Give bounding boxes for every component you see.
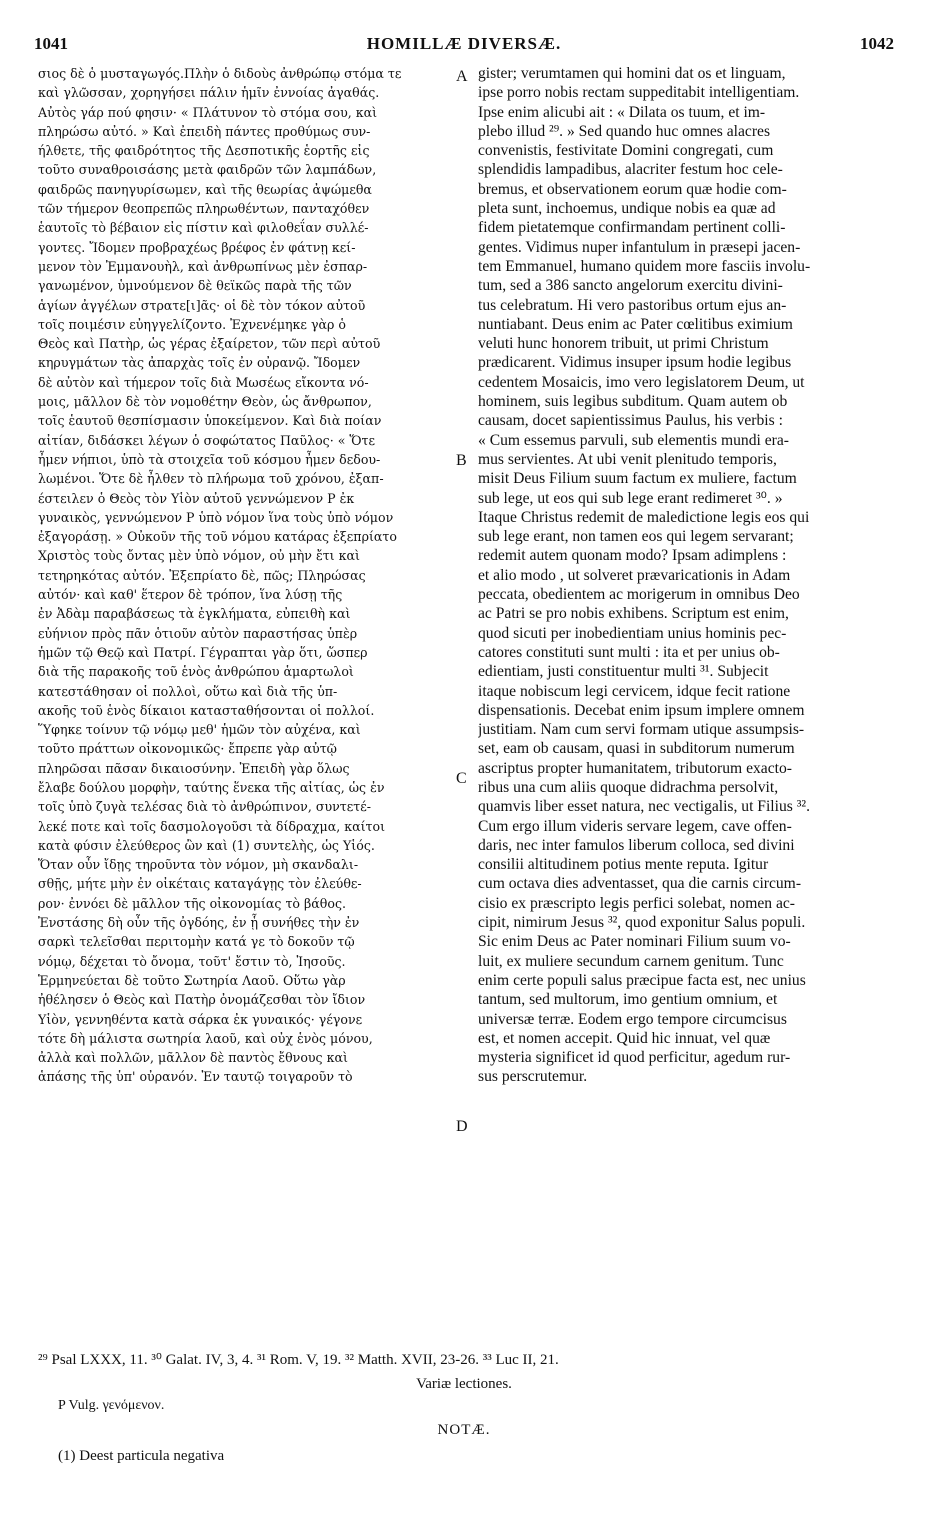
note-1: (1) Deest particula negativa: [58, 1448, 225, 1464]
greek-text-line: ἠθέλησεν ὁ Θεὸς καὶ Πατὴρ ὀνομάζεσθαι τὸν ἴδιον: [38, 992, 366, 1008]
greek-text-line: νόμῳ, δέχεται τὸ ὄνομα, τοῦτ' ἔστιν τὸ, Ἰησοῦς.: [38, 953, 346, 969]
greek-text-line: ἀλλὰ καὶ πολλῶν, μᾶλλον δὲ παντὸς ἔθνους καὶ: [38, 1050, 348, 1066]
latin-text-line: ac Patri se pro nobis exhibens. Scriptum est enim,: [478, 605, 789, 623]
greek-text-line: καὶ γλῶσσαν, χορηγήσει πάλιν ἡμῖν ἐννοίας ἀγαθάς.: [38, 85, 380, 101]
latin-text-line: mus servientes. At ubi venit plenitudo temporis,: [478, 450, 777, 468]
latin-text-line: Itaque Christus redemit de maledictione legis eos qui: [478, 508, 810, 526]
greek-text-line: έστειλεν ὁ Θεὸς τὸν Υἱὸν αὐτοῦ γεννώμενον P ἐκ: [38, 490, 355, 506]
greek-text-line: ἑαυτοῖς τὸ βέβαιον εἰς πίστιν καὶ φιλοθεΐαν συλλέ-: [38, 220, 369, 236]
greek-text-line: Χριστὸς τοὺς ὄντας μὲν ὑπὸ νόμον, οὐ μὴν ἔτι καὶ: [38, 548, 360, 564]
latin-text-line: plebo illud ²⁹. » Sed quando huc omnes alacres: [478, 122, 771, 140]
latin-text-line: itaque nobiscum legi cervicem, idque fecit ratione: [478, 682, 791, 700]
greek-text-line: γυναικὸς, γεννώμενον P ὑπὸ νόμον ἵνα τοὺς ὑπὸ νόμον: [38, 509, 394, 525]
latin-text-line: nuntiabant. Deus enim ac Pater cœlitibus eximium: [478, 315, 793, 333]
latin-text-line: ribus una cum aliis quoque didrachma persolvit,: [478, 778, 779, 796]
vulgate-note: P Vulg. γενόμενον.: [58, 1398, 165, 1413]
latin-text-line: universæ terræ. Eodem ergo tempore circumcisus: [478, 1010, 787, 1028]
latin-text-line: consilii altitudinem potius mente reputa. Igitur: [478, 856, 769, 874]
latin-text-line: tum, sed a 386 sancto angelorum exercitu divini-: [478, 277, 783, 295]
greek-text-line: ἁπάσης τῆς ὑπ' οὐρανόν. Ἐν ταυτῷ τοιγαροῦν τὸ: [38, 1069, 353, 1085]
latin-text-line: et alio modo , ut solveret prævaricationis in Adam: [478, 566, 791, 584]
greek-text-line: ἐν Ἀδὰμ παραβάσεως τὰ ἐγκλήματα, εὐπειθὴ καὶ: [38, 606, 351, 622]
greek-text-line: πληρῶσαι πᾶσαν δικαιοσύνην. Ἐπειδὴ γὰρ ὅλως: [38, 760, 350, 776]
greek-text-line: Θεὸς καὶ Πατὴρ, ὡς γέρας ἐξαίρετον, τῶν περὶ αὐτοῦ: [38, 336, 381, 352]
latin-text-line: set, eam ob causam, quasi in subditorum numerum: [478, 740, 795, 758]
running-title: HOMILLÆ DIVERSÆ.: [366, 34, 562, 53]
greek-text-line: τοῖς ποιμέσιν εὐηγγελίζοντο. Ἐχνενέμηκε γὰρ ὁ: [38, 316, 346, 332]
greek-text-line: κηρυγμάτων τὰς ἀπαρχὰς τοῖς ἐν οὐρανῷ. Ἴδομεν: [38, 355, 361, 371]
latin-text-line: justitiam. Nam cum servi formam utique assumpsis-: [478, 721, 805, 739]
latin-text-line: cedentem Mosaicis, imo vero legislatorem Deum, ut: [478, 373, 805, 391]
latin-text-line: sub lege erant, non tamen eos qui legem servarant;: [478, 528, 794, 546]
greek-text-line: Ὅταν οὖν ἴδῃς τηροῦντα τὸν νόμον, μὴ σκανδαλι-: [38, 857, 359, 873]
greek-text-line: τῶν τήμερον θεοπρεπῶς πληρωθέντων, πανταχόθεν: [38, 201, 370, 217]
greek-text-line: σιος δὲ ὁ μυσταγωγός.Πλὴν ὁ διδοὺς ἀνθρώπῳ στόμα τε: [38, 66, 402, 81]
latin-text-line: Cum ergo illum videris servare legem, cave offen-: [478, 817, 792, 835]
greek-text-line: τοῖς ἑαυτοῦ θεσπίσμασιν ὑποκείμενον. Καὶ διὰ ποίαν: [38, 413, 382, 429]
greek-text-line: ακοῆς τοῦ ἑνὸς δίκαιοι κατασταθήσονται οἱ πολλοί.: [38, 702, 375, 718]
latin-text-line: ipse porro nobis rectam suppeditabit intelligentiam.: [478, 84, 800, 102]
latin-column: [478, 64, 892, 1087]
latin-text-line: gister; verumtamen qui homini dat os et linguam,: [478, 65, 786, 82]
margin-marker-b: B: [456, 452, 467, 469]
greek-text-line: Ἑρμηνεύεται δὲ τοῦτο Σωτηρία Λαοῦ. Οὕτω γὰρ: [38, 972, 346, 988]
greek-text-line: αἰτίαν, διδάσκει λέγων ὁ σοφώτατος Παῦλος· « Ὅτε: [38, 432, 376, 448]
greek-text-line: μενον τὸν Ἐμμανουὴλ, καὶ ἀνθρωπίνως μὲν ἐσπαρ-: [38, 258, 368, 274]
latin-text-line: hominem, suis legibus subditum. Quam autem ob: [478, 393, 788, 411]
latin-text-line: tantum, sed multorum, imo gentium omnium, et: [478, 991, 778, 1009]
latin-text-line: ascriptus propter humanitatem, tributorum exacto-: [478, 759, 792, 777]
page-number-left: 1041: [34, 34, 68, 53]
margin-marker-d: D: [456, 1118, 468, 1135]
greek-text-line: γανωμένον, ὑμνούμενον δὲ θεϊκῶς παρὰ τῆς τῶν: [38, 278, 352, 294]
greek-text-line: ἡμῶν τῷ Θεῷ καὶ Πατρί. Γέγραπται γὰρ ὅτι, ὥσπερ: [38, 644, 368, 660]
latin-text-line: tem Emmanuel, humano quidem more fasciis involu-: [478, 257, 811, 275]
latin-text-line: peccata, obedientem ac morigerum in omnibus Deo: [478, 586, 800, 604]
greek-text-line: τοῦτο συναθροισάσης μετὰ φαιδρῶν τῶν λαμπάδων,: [38, 162, 377, 178]
latin-text-line: pleta sunt, inchoemus, undique nobis ea quæ ad: [478, 200, 776, 218]
greek-text-line: ρον· ἐννόει δὲ μᾶλλον τῆς οἰκονομίας τὸ βάθος.: [38, 895, 347, 911]
latin-text-line: convenistis, festivitate Domini congregati, cum: [478, 142, 774, 160]
greek-text-line: ἔλαβε δούλου μορφὴν, ταύτης ἕνεκα τῆς αἰτίας, ὡς ἐν: [38, 779, 385, 795]
latin-text-line: misit Deus Filium suum factum ex muliere, factum: [478, 470, 797, 488]
greek-text-line: σθῇς, μήτε μὴν ἐν οἰκέταις καταγάγῃς τὸν ἐλεύθε-: [38, 876, 362, 892]
latin-text-line: cipit, nimirum Jesus ³², quod exponitur Salus populi.: [478, 914, 806, 932]
greek-text-line: λωμένοι. Ὅτε δὲ ἦλθεν τὸ πλήρωμα τοῦ χρόνου, ἐξαπ-: [38, 471, 384, 487]
greek-text-line: αὐτόν· καὶ καθ' ἕτερον δὲ τρόπον, ἵνα λύσῃ τῆς: [38, 587, 343, 603]
latin-text-line: daris, nec inter famulos liberum colloca, sed divini: [478, 836, 795, 854]
latin-text-line: sus perscrutemur.: [478, 1068, 588, 1086]
greek-column: [38, 64, 456, 1087]
greek-text-line: κατεστάθησαν οἱ πολλοὶ, οὕτω καὶ διὰ τῆς ὑπ-: [38, 683, 338, 699]
greek-text-line: πληρώσω αὐτό. » Καὶ ἐπειδὴ πάντες προθύμως συν-: [38, 123, 371, 139]
page-number-right: 1042: [860, 34, 894, 53]
latin-text-line: mysteria significet id quod perficitur, agedum rur-: [478, 1049, 791, 1067]
greek-text-line: φαιδρῶς πανηγυρίσωμεν, καὶ τῆς θεωρίας ἀψώμεθα: [38, 181, 372, 197]
latin-text-line: tus celebratum. Hi vero pastoribus ortum ejus an-: [478, 296, 787, 314]
latin-text-line: edientiam, justi constituentur multi ³¹. Subjecit: [478, 663, 769, 681]
latin-text-line: quod sicuti per inobedientiam unius hominis pec-: [478, 624, 787, 642]
notae-title: NOTÆ.: [437, 1422, 491, 1438]
latin-text-line: luit, ex muliere secundum carnem genitum. Tunc: [478, 952, 784, 970]
latin-text-line: Ipse enim alicubi ait : « Dilata os tuum, et im-: [478, 103, 766, 121]
latin-text-line: enim certe populi salus præcipue facta est, nec unius: [478, 971, 806, 989]
latin-text-line: sub lege, ut eos qui sub lege erant redimeret ³⁰. »: [478, 489, 783, 507]
latin-text-line: prædicarent. Vidimus insuper ipsum hodie legibus: [478, 354, 792, 372]
greek-text-line: Ἐνστάσης δὴ οὖν τῆς ὀγδόης, ἐν ᾗ συνήθες τὴν ἐν: [38, 915, 360, 931]
latin-text-line: cum octava dies adventasset, qua die carnis circum-: [478, 875, 802, 893]
latin-text-line: Sic enim Deus ac Pater nominari Filium suum vo-: [478, 933, 791, 951]
footnotes: ²⁹ Psal LXXX, 11. ³⁰ Galat. IV, 3, 4. ³¹ Rom. V, 19. ³² Matth. XVII, 23-26. ³³ Luc II, 21.: [38, 1352, 559, 1368]
latin-text-line: splendidis lampadibus, alacriter festum hoc cele-: [478, 161, 783, 179]
greek-text-line: ἦμεν νήπιοι, ὑπὸ τὰ στοιχεῖα τοῦ κόσμου ἦμεν δεδου-: [38, 451, 381, 467]
greek-text-line: τότε δὴ μάλιστα σωτηρία λαοῦ, καὶ οὐχ ἑνὸς μόνου,: [38, 1030, 373, 1046]
latin-text-line: causam, docet sapientissimus Paulus, his verbis :: [478, 412, 783, 430]
variae-lectiones-title: Variæ lectiones.: [416, 1376, 512, 1392]
greek-text-line: τετηρηκότας αὐτόν. Ἐξεπρίατο δὲ, πῶς; Πληρώσας: [38, 567, 366, 583]
greek-text-line: τοῦτο πράττων οἰκονομικῶς· ἔπρεπε γὰρ αὐτῷ: [38, 741, 337, 757]
latin-text-line: catores constituti sunt multi : ita et per unius ob-: [478, 643, 780, 661]
greek-text-line: τοῖς ὑπὸ ζυγὰ τελέσας διὰ τὸ ἀνθρώπινον, συντετέ-: [38, 799, 371, 815]
greek-text-line: δὲ αὐτὸν καὶ τήμερον τοῖς διὰ Μωσέως εἴκοντα νό-: [38, 374, 369, 390]
greek-text-line: ήλθετε, τῆς φαιδρότητος τῆς Δεσποτικῆς ἑορτῆς εἰς: [38, 143, 370, 159]
page-header: [34, 34, 894, 58]
greek-text-line: Ὕφηκε τοίνυν τῷ νόμῳ μεθ' ἡμῶν τὸν αὐχένα, καὶ: [38, 722, 361, 738]
greek-text-line: μοις, μᾶλλον δὲ τὸν νομοθέτην Θεὸν, ὡς ἄνθρωπον,: [38, 394, 372, 410]
latin-text-line: quamvis liber esset natura, nec vectigalis, ut Filius ³².: [478, 798, 810, 816]
greek-text-line: λεκέ ποτε καὶ τοῖς δασμολογοῦσι τὰ δίδραχμα, καίτοι: [38, 818, 386, 834]
greek-text-line: ἐξαγοράσῃ. » Οὐκοῦν τῆς τοῦ νόμου κατάρας ἐξεπρίατο: [38, 529, 397, 545]
greek-text-line: διὰ τῆς παρακοῆς τοῦ ἑνὸς ἀνθρώπου ἁμαρτωλοὶ: [38, 664, 354, 680]
greek-text-line: εὐήνιον πρὸς πᾶν ὁτιοῦν αὐτὸν παραστήσας ὑπὲρ: [38, 625, 358, 641]
latin-text-line: cisio ex præscripto legis perfici solebat, nomen ac-: [478, 894, 795, 912]
greek-text-line: Υἱὸν, γεννηθέντα κατὰ σάρκα ἐκ γυναικός· γέγονε: [38, 1011, 363, 1027]
latin-text-line: gentes. Vidimus nuper infantulum in præsepi jacen-: [478, 238, 801, 256]
latin-text-line: « Cum essemus parvuli, sub elementis mundi era-: [478, 431, 789, 449]
latin-text-line: dispensationis. Decebat enim ipsum implere omnem: [478, 701, 805, 719]
margin-marker-a: A: [456, 68, 468, 85]
latin-text-line: fidem pietatemque confirmandam pertinent colli-: [478, 219, 786, 237]
greek-text-line: γοντες. Ἴδομεν προβραχέως βρέφος ἐν φάτνῃ κεί-: [38, 239, 356, 255]
margin-marker-c: C: [456, 770, 467, 787]
greek-text-line: ἁγίων ἀγγέλων στρατε[ι]ᾶς· οἱ δὲ τὸν τόκον αὐτοῦ: [38, 297, 366, 313]
latin-text-line: bremus, et observationem eorum quæ hodie com-: [478, 180, 787, 198]
latin-text-line: veluti hunc honorem tribuit, ut primi Christum: [478, 335, 769, 353]
greek-text-line: κατὰ φύσιν ἐλεύθερος ὢν καὶ (1) συντελὴς, ὡς Υἱός.: [38, 837, 375, 853]
latin-text-line: est, et nomen accepit. Quid hic innuat, vel quæ: [478, 1029, 771, 1047]
greek-text-line: σαρκὶ τελεῖσθαι περιτομὴν κατά γε τὸ δοκοῦν τῷ: [38, 934, 355, 950]
latin-text-line: redemit autem quonam modo? Ipsam adimplens :: [478, 547, 787, 565]
greek-text-line: Αὐτὸς γάρ πού φησιν· « Πλάτυνον τὸ στόμα σου, καὶ: [38, 104, 378, 120]
